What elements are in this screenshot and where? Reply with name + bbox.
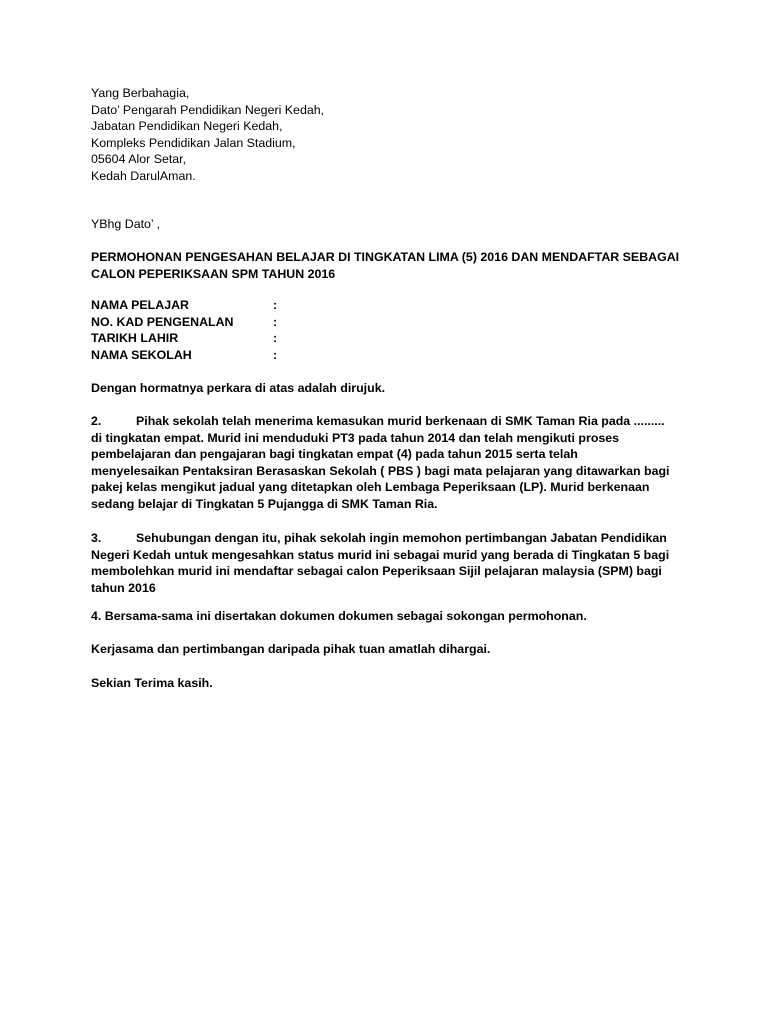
field-label: NAMA PELAJAR — [91, 298, 189, 312]
field-separator: : — [273, 347, 278, 362]
paragraph-line: tahun 2016 — [91, 580, 156, 595]
subject-line: CALON PEPERIKSAAN SPM TAHUN 2016 — [91, 266, 336, 281]
paragraph-line: pembelajaran dan pengajaran bagi tingkatan empat (4) pada tahun 2015 serta telah — [91, 447, 578, 462]
paragraph-line: membolehkan murid ini mendaftar sebagai calon Peperiksaan Sijil pelajaran malaysia (SPM) bagi — [91, 564, 662, 579]
recipient-line: 05604 Alor Setar, — [91, 152, 187, 167]
intro-paragraph: Dengan hormatnya perkara di atas adalah dirujuk. — [91, 381, 386, 395]
recipient-line: Jabatan Pendidikan Negeri Kedah, — [91, 119, 283, 134]
closing-thanks: Sekian Terima kasih. — [91, 676, 213, 690]
subject-line: PERMOHONAN PENGESAHAN BELAJAR DI TINGKATAN LIMA (5) 2016 DAN MENDAFTAR SEBAGAI — [91, 250, 680, 264]
field-separator: : — [273, 298, 278, 312]
paragraph-line — [91, 413, 691, 430]
student-details — [91, 297, 691, 363]
field-label: NAMA SEKOLAH — [91, 347, 192, 362]
paragraph-number: 2. — [91, 414, 102, 428]
salutation: YBhg Dato’ , — [91, 217, 161, 231]
paragraph-number: 3. — [91, 531, 102, 545]
paragraph-4: 4. Bersama-sama ini disertakan dokumen dokumen sebagai sokongan permohonan. — [91, 609, 587, 623]
recipient-line: Kompleks Pendidikan Jalan Stadium, — [91, 135, 296, 150]
closing-appreciation: Kerjasama dan pertimbangan daripada pihak tuan amatlah dihargai. — [91, 642, 491, 656]
paragraph-text: Sehubungan dengan itu, pihak sekolah ingin memohon pertimbangan Jabatan Pendidikan — [136, 531, 667, 545]
field-separator: : — [273, 314, 278, 329]
subject-heading — [91, 249, 691, 282]
paragraph-line: sedang belajar di Tingkatan 5 Pujangga di SMK Taman Ria. — [91, 496, 438, 511]
field-separator: : — [273, 331, 278, 346]
paragraph-text: Pihak sekolah telah menerima kemasukan murid berkenaan di SMK Taman Ria pada ......... — [136, 414, 665, 428]
paragraph-line: di tingkatan empat. Murid ini menduduki PT3 pada tahun 2014 dan telah mengikuti proses — [91, 430, 620, 445]
recipient-address — [91, 85, 691, 185]
field-label: NO. KAD PENGENALAN — [91, 314, 234, 329]
field-tarikh-lahir — [91, 330, 691, 347]
recipient-line: Yang Berbahagia, — [91, 86, 190, 100]
paragraph-line: pakej kelas mengikut jadual yang ditetapkan oleh Lembaga Peperiksaan (LP). Murid berkenaan — [91, 480, 650, 495]
field-nama-sekolah — [91, 347, 691, 364]
paragraph-3 — [91, 530, 691, 596]
field-nama-pelajar — [91, 297, 691, 314]
paragraph-line: menyelesaikan Pentaksiran Berasaskan Sekolah ( PBS ) bagi mata pelajaran yang ditawarkan bagi — [91, 463, 670, 478]
paragraph-2 — [91, 413, 691, 513]
paragraph-line: Negeri Kedah untuk mengesahkan status murid ini sebagai murid yang berada di Tingkatan 5 bagi — [91, 547, 670, 562]
paragraph-line — [91, 530, 691, 547]
recipient-line: Dato’ Pengarah Pendidikan Negeri Kedah, — [91, 102, 325, 117]
recipient-line: Kedah DarulAman. — [91, 168, 196, 183]
field-no-kad-pengenalan — [91, 314, 691, 331]
field-label: TARIKH LAHIR — [91, 331, 179, 346]
